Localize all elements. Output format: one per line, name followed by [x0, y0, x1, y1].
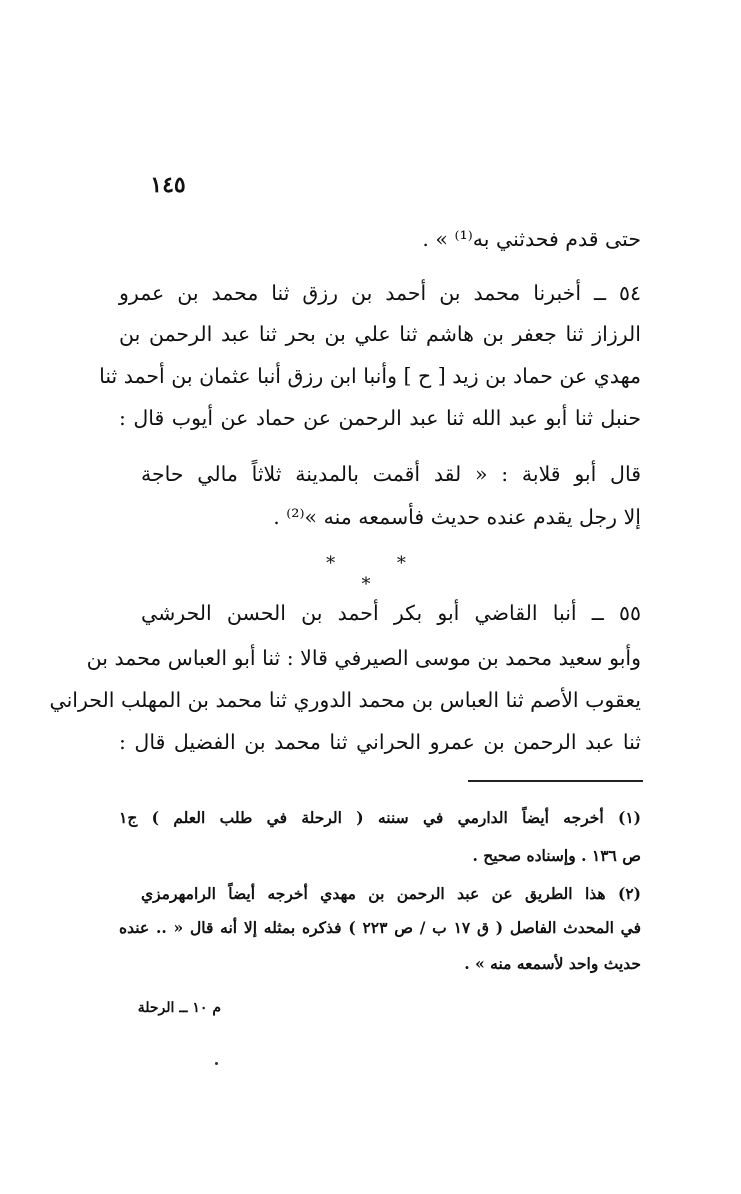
scan-speck	[215, 1062, 218, 1065]
text-line: مهدي عن حماد بن زيد [ ح ] وأنبا ابن رزق أنبا عثمان بن أحمد ثنا	[99, 364, 641, 388]
text-line: ثنا عبد الرحمن بن عمرو الحراني ثنا محمد بن الفضيل قال :	[119, 730, 641, 754]
text-line: وأبو سعيد محمد بن موسى الصيرفي قالا : ثنا أبو العباس محمد بن	[86, 646, 641, 670]
footnote-line: ص ١٣٦ . وإسناده صحيح .	[472, 846, 641, 865]
footnote-line: (١) أخرجه أيضاً الدارمي في سننه ( الرحلة في طلب العلم ) ج١	[119, 808, 641, 827]
text-line: حنبل ثنا أبو عبد الله ثنا عبد الرحمن عن حماد عن أيوب قال :	[119, 406, 641, 430]
footnote-line: حديث واحد لأسمعه منه » .	[464, 954, 641, 973]
page-number: ١٤٥	[150, 172, 186, 198]
text-line: الرزاز ثنا جعفر بن هاشم ثنا علي بن بحر ثنا عبد الرحمن بن	[119, 322, 641, 346]
footnote-divider	[468, 780, 643, 782]
section-separator: * * *	[326, 553, 434, 595]
footnote-line: في المحدث الفاصل ( ق ١٧ ب / ص ٢٢٣ ) فذكره بمثله إلا أنه قال « .. عنده	[119, 918, 642, 937]
text-line: ٥٥ ــ أنبا القاضي أبو بكر أحمد بن الحسن الحرشي	[141, 601, 641, 625]
footnote-line: (٢) هذا الطريق عن عبد الرحمن بن مهدي أخرجه أيضاً الرامهرمزي	[141, 884, 641, 903]
text-line: حتى قدم فحدثني به⁽¹⁾ » .	[422, 227, 641, 251]
text-line: قال أبو قلابة : « لقد أقمت بالمدينة ثلاثاً مالي حاجة	[141, 462, 641, 486]
signature-mark: م ١٠ ــ الرحلة	[137, 1000, 221, 1016]
text-line: ٥٤ ــ أخبرنا محمد بن أحمد بن رزق ثنا محمد بن عمرو	[119, 281, 641, 305]
text-line: إلا رجل يقدم عنده حديث فأسمعه منه »⁽²⁾ .	[273, 505, 641, 529]
text-line: يعقوب الأصم ثنا العباس بن محمد الدوري ثنا محمد بن المهلب الحراني	[49, 688, 641, 712]
